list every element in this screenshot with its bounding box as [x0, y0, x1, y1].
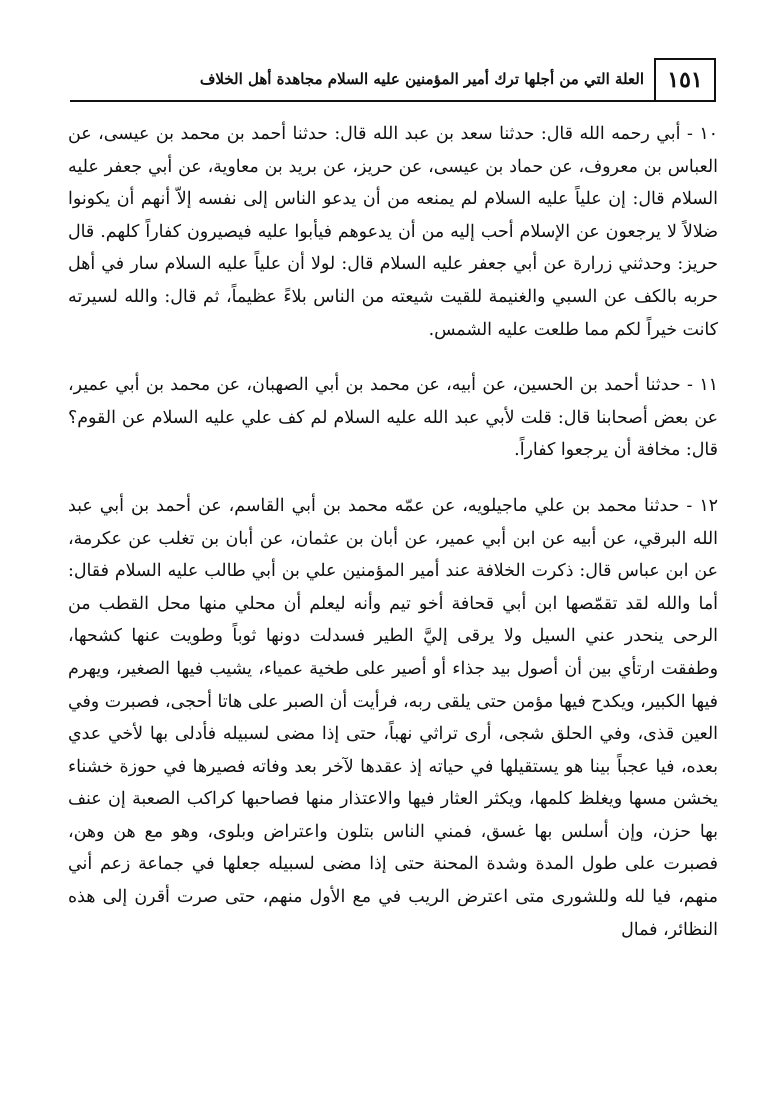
page-body	[68, 118, 718, 969]
page-header	[70, 58, 716, 102]
hadith-number: ١١ -	[687, 375, 719, 396]
hadith-number: ١٠ -	[686, 124, 719, 144]
hadith-number: ١٢ -	[686, 495, 719, 516]
hadith-paragraph-11	[68, 369, 718, 467]
hadith-text: حدثنا أحمد بن الحسين، عن أبيه، عن محمد بن أبي الصهبان، عن محمد بن أبي عمير، عن بعض أصحابنا قال: قلت لأبي عبد الله عليه السلام لم كف علي عليه السلام عن القوم؟ قال: مخافة أن يرجعوا كفاراً.	[68, 375, 718, 461]
hadith-paragraph-12	[68, 490, 718, 946]
hadith-text: أبي رحمه الله قال: حدثنا سعد بن عبد الله قال: حدثنا أحمد بن محمد بن عيسى، عن العباس بن معروف، عن حماد بن عيسى، عن حريز، عن بريد بن معاوية، عن أبي جعفر عليه السلام قال: إن علياً عليه السلام لم يمنعه من أن يدعو الناس إلى نفسه إلاّ أنهم أن يكونوا ضلالاً لا يرجعون عن الإسلام أحب إليه من أن يدعوهم فيأبوا عليه فيصيرون كفاراً كلهم. قال حريز: وحدثني زرارة عن أبي جعفر عليه السلام قال: لولا أن علياً عليه السلام سار في أهل حربه بالكف عن السبي والغنيمة للقيت شيعته من الناس بلاءً عظيماً، ثم قال: والله لسيرته كانت خيراً لكم مما طلعت عليه الشمس.	[68, 124, 718, 340]
hadith-text: حدثنا محمد بن علي ماجيلويه، عن عمّه محمد بن أبي القاسم، عن أحمد بن أبي عبد الله البرقي، عن أبيه عن ابن أبي عمير، عن أبان بن عثمان، عن أبان بن تغلب عن عكرمة، عن ابن عباس قال: ذكرت الخلافة عند أمير المؤمنين علي بن أبي طالب عليه السلام فقال: أما والله لقد تقمّصها ابن أبي قحافة أخو تيم وأنه ليعلم أن محلي منها محل القطب من الرحى ينحدر عني السيل ولا يرقى إليَّ الطير فسدلت دونها ثوباً وطويت عنها كشحها، وطفقت ارتأي بين أن أصول بيد جذاء أو أصير على طخية عمياء، يشيب فيها الصغير، ويهرم فيها الكبير، ويكدح فيها مؤمن حتى يلقى ربه، فرأيت أن الصبر على هاتا أحجى، فصبرت وفي العين قذى، وفي الحلق شجى، أرى تراثي نهباً، حتى إذا مضى لسبيله فأدلى بها لأخي عدي بعده، فيا عجباً بينا هو يستقيلها في حياته إذ عقدها لآخر بعد وفاته فصيرها في حوزة خشناء يخشن مسها ويغلظ كلمها، ويكثر العثار فيها والاعتذار منها فصاحبها كراكب الصعبة إن عنف بها حزن، وإن أسلس بها غسق، فمني الناس بتلون واعتراض وبلوى، وهو مع هن وهن، فصبرت على طول المدة وشدة المحنة حتى إذا مضى لسبيله جعلها في جماعة زعم أني منهم، فيا لله وللشورى متى اعترض الريب في مع الأول منهم، حتى صرت أقرن إلى هذه النظائر، فمال	[68, 495, 718, 940]
running-title: العلة التي من أجلها ترك أمير المؤمنين عليه السلام مجاهدة أهل الخلاف	[199, 70, 644, 88]
page-number: ١٥١	[654, 58, 716, 100]
hadith-paragraph-10	[68, 118, 718, 346]
